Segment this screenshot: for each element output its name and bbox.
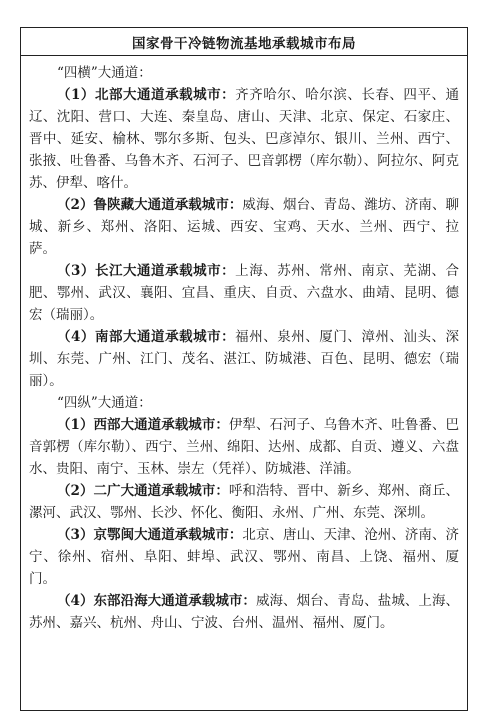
corridor-lead: （3）京鄂闽大通道承载城市：	[57, 527, 243, 543]
corridor-er-guang	[29, 480, 459, 524]
document-table	[20, 27, 468, 711]
corridor-lead: （4）南部大通道承载城市：	[57, 329, 236, 345]
corridor-lead: （3）长江大通道承载城市：	[57, 263, 236, 279]
corridor-south	[29, 326, 459, 392]
document-body	[21, 56, 467, 634]
document-title: 国家骨干冷链物流基地承载城市布局	[132, 35, 356, 52]
section-heading-four-horizontal: “四横”大通道：	[57, 65, 152, 81]
corridor-cities: 上海、苏州、常州、南京、芜湖、合肥、鄂州、武汉、襄阳、宜昌、重庆、自贡、六盘水、曲靖、昆明、德宏（瑞丽）。	[29, 263, 459, 323]
corridor-lu-shaan-zang	[29, 194, 459, 260]
corridor-cities: 威海、烟台、青岛、潍坊、济南、聊城、新乡、郑州、洛阳、运城、西安、宝鸡、天水、兰州、西宁、拉萨。	[29, 197, 459, 257]
title-row	[21, 28, 467, 56]
corridor-north	[29, 84, 459, 194]
corridor-lead: （1）西部大通道承载城市：	[57, 417, 229, 433]
corridor-lead: （2）二广大通道承载城市：	[57, 483, 229, 499]
corridor-lead: （4）东部沿海大通道承载城市：	[57, 593, 256, 609]
section-heading-four-vertical: “四纵”大通道：	[57, 395, 152, 411]
corridor-west	[29, 414, 459, 480]
corridor-cities: 福州、泉州、厦门、漳州、汕头、深圳、东莞、广州、江门、茂名、湛江、防城港、百色、昆明、德宏（瑞丽）。	[29, 329, 459, 389]
corridor-jing-e-min	[29, 524, 459, 590]
corridor-cities: 呼和浩特、晋中、新乡、郑州、商丘、漯河、武汉、鄂州、长沙、怀化、衡阳、永州、广州、东莞、深圳。	[29, 483, 459, 521]
corridor-cities: 齐齐哈尔、哈尔滨、长春、四平、通辽、沈阳、营口、大连、秦皇岛、唐山、天津、北京、保定、石家庄、晋中、延安、榆林、鄂尔多斯、包头、巴彦淖尔、银川、兰州、西宁、张掖、吐鲁番、乌鲁木齐、石河子、巴音郭楞（库尔勒）、阿拉尔、阿克苏、伊犁、喀什。	[29, 87, 459, 191]
corridor-cities: 伊犁、石河子、乌鲁木齐、吐鲁番、巴音郭楞（库尔勒）、西宁、兰州、绵阳、达州、成都、自贡、遵义、六盘水、贵阳、南宁、玉林、崇左（凭祥）、防城港、洋浦。	[29, 417, 459, 477]
corridor-east-coast	[29, 590, 459, 634]
corridor-cities: 北京、唐山、天津、沧州、济南、济宁、徐州、宿州、阜阳、蚌埠、武汉、鄂州、南昌、上饶、福州、厦门。	[29, 527, 459, 587]
corridor-yangtze	[29, 260, 459, 326]
corridor-lead: （1）北部大通道承载城市：	[57, 87, 236, 103]
corridor-lead: （2）鲁陕藏大通道承载城市：	[57, 197, 243, 213]
corridor-cities: 威海、烟台、青岛、盐城、上海、苏州、嘉兴、杭州、舟山、宁波、台州、温州、福州、厦门。	[29, 593, 459, 631]
